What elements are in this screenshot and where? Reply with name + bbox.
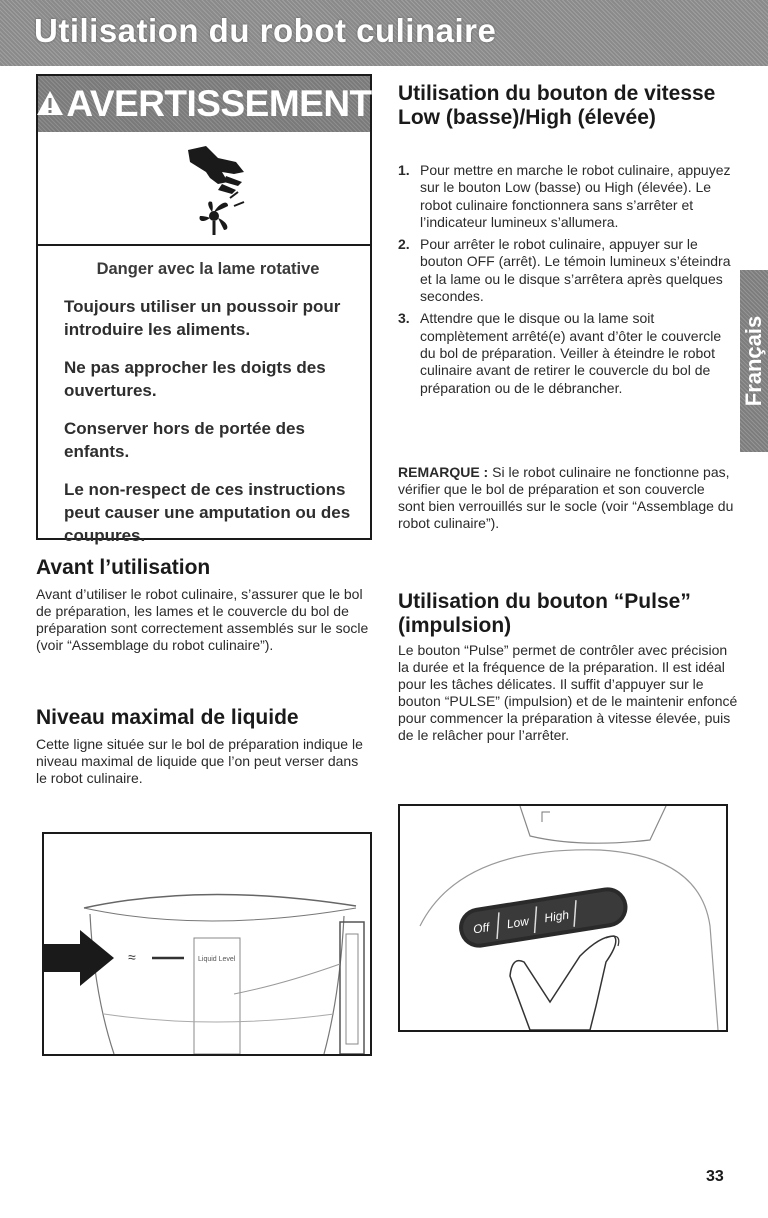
note-label: REMARQUE : [398,464,489,480]
step-number: 2. [398,236,410,253]
liquid-level-figure [42,832,372,1056]
page-number: 33 [706,1168,724,1185]
warning-triangle-icon [36,83,64,125]
warning-header [38,76,370,132]
warning-line-1: Toujours utiliser un poussoir pour introduire les aliments. [64,297,341,339]
note-text: Si le robot culinaire ne fonctionne pas, vérifier que le bol de préparation et son couvercle sont bien verrouillés sur le socle (voir “Assemblage du robot culinaire”). [398,464,734,531]
svg-text:≈: ≈ [128,949,136,965]
pulse-body: Le bouton “Pulse” permet de contrôler avec précision la durée et la fréquence de la préparation. Il est idéal pour les tâches délicates. Il suffit d’appuyer sur le bouton “PULSE” (impulsion) et de le maintenir enfoncé pour commencer la préparation à vitesse élevée, puis de le relâcher pour l’arrêter. [398,642,738,743]
speed-steps-list [398,162,738,402]
speed-step [398,162,738,231]
liquid-level-label: Liquid Level [198,956,236,963]
speed-step [398,310,738,396]
page-header-banner [0,0,768,66]
warning-line-2: Ne pas approcher les doigts des ouvertures. [64,358,326,400]
off-button-label: Off [472,920,491,937]
step-number: 3. [398,310,410,327]
avant-heading: Avant l’utilisation [36,556,211,579]
language-tab [740,270,768,452]
pulse-heading: Utilisation du bouton “Pulse” (impulsion) [398,590,691,637]
finger-icon [510,936,616,1030]
low-button-label: Low [505,913,530,932]
niveau-body: Cette ligne située sur le bol de préparation indique le niveau maximal de liquide que l’on peut verser dans le robot culinaire. [36,736,363,786]
step-text: Pour arrêter le robot culinaire, appuyer sur le bouton OFF (arrêt). Le témoin lumineux s’éteindra et la lame ou le disque s’arrêtera après quelques secondes. [420,236,731,305]
arrow-icon [44,930,114,986]
niveau-heading: Niveau maximal de liquide [36,706,299,729]
warning-danger-text: Danger avec la lame rotative [96,260,320,278]
warning-box [36,74,372,545]
step-text: Attendre que le disque ou la lame soit complètement arrêté(e) avant d’ôter le couvercle du bol de préparation. Veiller à éteindre le robot culinaire avant de retirer le couvercle du bol de préparation ou de le débrancher. [420,310,722,396]
speed-step [398,236,738,305]
language-tab-label: Français [741,315,766,407]
speed-heading: Utilisation du bouton de vitesse Low (basse)/High (élevée) [398,82,716,129]
control-panel-figure [398,804,728,1032]
hand-blade-pictogram-icon [38,132,370,244]
warning-pictogram [38,132,370,246]
speed-note [398,464,734,532]
warning-title: AVERTISSEMENT [66,83,372,124]
avant-body: Avant d’utiliser le robot culinaire, s’assurer que le bol de préparation, les lames et le couvercle du bol de préparation sont correctement assemblés sur le socle (voir “Assemblage du robot culinaire”). [36,586,369,653]
warning-line-3: Conserver hors de portée des enfants. [64,419,305,461]
warning-line-4: Le non-respect de ces instructions peut causer une amputation ou des coupures. [64,480,351,545]
step-text: Pour mettre en marche le robot culinaire, appuyez sur le bouton Low (basse) ou High (élevée). Le robot culinaire fonctionnera sans s’arrêter et l’indicateur lumineux s’allumera. [420,162,731,230]
page-title: Utilisation du robot culinaire [34,12,497,49]
high-button-label: High [543,907,570,926]
step-number: 1. [398,162,410,178]
